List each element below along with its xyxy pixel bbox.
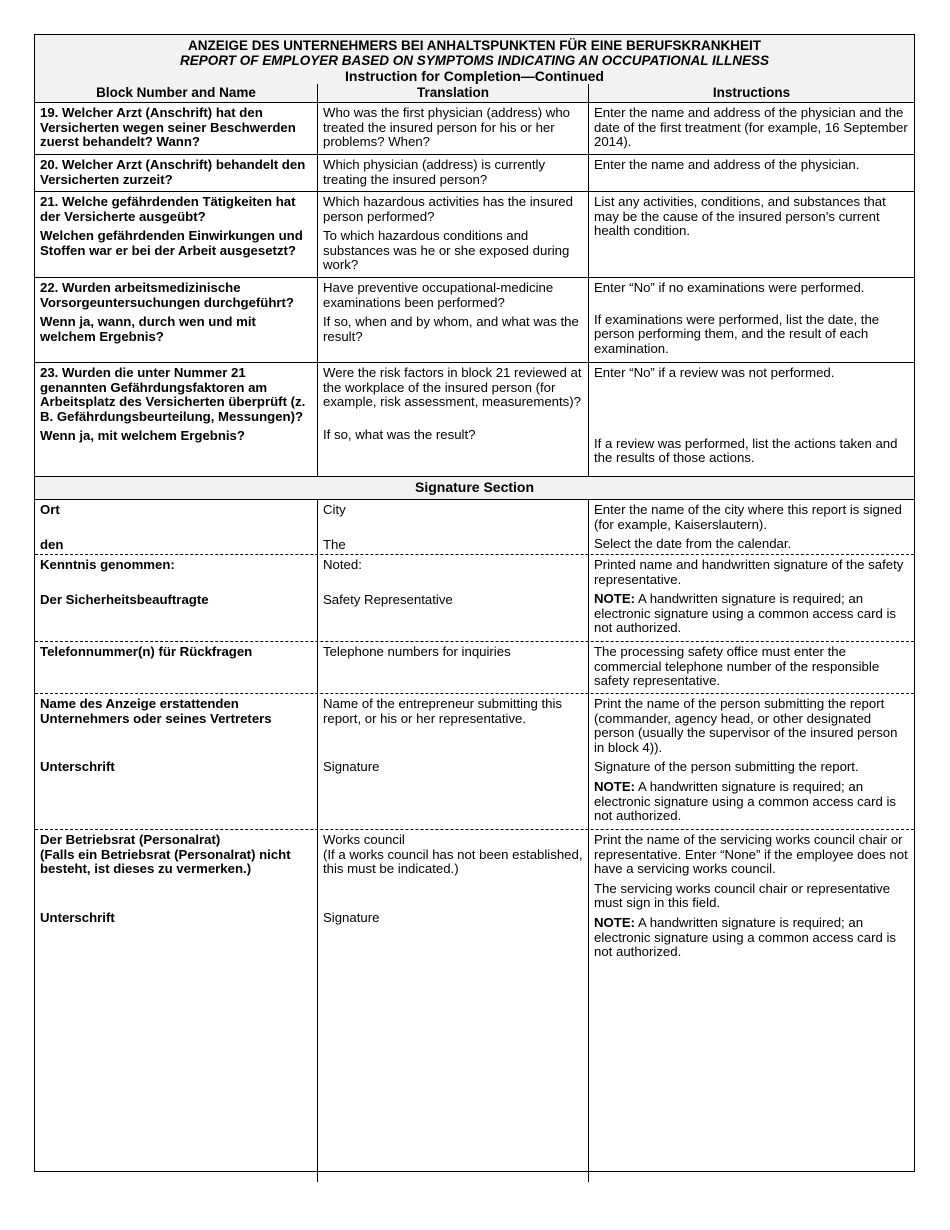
translation-text: Have preventive occupational-medicine examinations been performed? [323, 280, 554, 310]
translation-cell [317, 278, 588, 362]
table-row-block-20 [35, 155, 914, 192]
translation-text: Telephone numbers for inquiries [323, 644, 511, 659]
block-name-cell [35, 192, 317, 277]
instructions-text: Select the date from the calendar. [594, 536, 792, 552]
translation-text: Were the risk factors in block 21 reviewed at the workplace of the insured person (for example, risk assessment, measurements)? [323, 365, 582, 410]
signature-section-title: Signature Section [35, 477, 914, 500]
instructions-text: The processing safety office must enter the commercial telephone number of the responsible safety representative. [594, 644, 880, 689]
instructions-text: Enter the name and address of the physician and the date of the first treatment (for example, 16 September 2014). [594, 105, 908, 150]
instructions-text: Enter the name and address of the physician. [594, 157, 860, 172]
instructions-cell [588, 103, 914, 154]
table-row-block-22 [35, 278, 914, 363]
note-text [594, 592, 909, 636]
form-header [35, 35, 914, 103]
block-name: Kenntnis genommen: [40, 557, 175, 572]
translation-text: Works council [323, 832, 405, 847]
instructions-text: Signature of the person submitting the report. [594, 759, 859, 775]
title-german: ANZEIGE DES UNTERNEHMERS BEI ANHALTSPUNKTEN FÜR EINE BERUFSKRANKHEIT [187, 38, 762, 53]
signature-row-telephone [35, 642, 914, 694]
instructions-cell [588, 278, 914, 362]
instructions-cell [588, 830, 914, 1182]
block-name: 19. Welcher Arzt (Anschrift) hat den Versicherten wegen seiner Beschwerden zuerst behandelt? Wann? [40, 105, 296, 150]
instructions-text: Printed name and handwritten signature of the safety representative. [594, 557, 904, 587]
instructions-text: Enter “No” if a review was not performed. [594, 365, 835, 380]
translation-text: If so, what was the result? [323, 426, 476, 442]
block-name-cell [35, 103, 317, 154]
instructions-text: Enter “No” if no examinations were performed. [594, 280, 865, 295]
translation-text: Signature [323, 909, 380, 925]
instructions-text: Print the name of the person submitting the report (commander, agency head, or other designated person (usually the supervisor of the insured person in block 4)). [594, 696, 898, 755]
table-row-block-19 [35, 103, 914, 155]
block-name-cell [35, 363, 317, 476]
block-name: 22. Wurden arbeitsmedizinische Vorsorgeuntersuchungen durchgeführt? [40, 280, 294, 310]
block-name-cell [35, 642, 317, 693]
translation-text: The [323, 536, 346, 552]
block-name: den [40, 536, 64, 552]
note-text [594, 780, 909, 824]
signature-row-works-council [35, 830, 914, 1182]
note-text [594, 916, 909, 960]
table-row-block-21 [35, 192, 914, 278]
block-name: Unterschrift [40, 759, 115, 775]
translation-text: Safety Representative [323, 591, 453, 607]
block-name-cell [35, 500, 317, 554]
translation-cell [317, 363, 588, 476]
note-label: NOTE: [594, 591, 636, 607]
block-name: Name des Anzeige erstattenden Unternehmers oder seines Vertreters [40, 696, 272, 726]
block-name-cell [35, 830, 317, 1182]
column-header-instructions: Instructions [588, 84, 914, 102]
translation-text: City [323, 502, 346, 517]
block-name-cell [35, 278, 317, 362]
signature-row-city-date [35, 500, 914, 555]
instructions-cell [588, 642, 914, 693]
block-name: 23. Wurden die unter Nummer 21 genannten Gefährdungsfaktoren am Arbeitsplatz des Versicherten überprüft (z. B. Gefährdungsbeurteilung, Messungen)? [40, 365, 306, 424]
translation-cell [317, 555, 588, 641]
translation-cell [317, 103, 588, 154]
translation-cell [317, 694, 588, 829]
translation-text: Name of the entrepreneur submitting this report, or his or her representative. [323, 696, 562, 726]
instructions-text: If examinations were performed, list the date, the person performing them, and the result of each examination. [594, 311, 880, 356]
translation-text: If so, when and by whom, and what was the result? [323, 314, 579, 344]
block-name: Unterschrift [40, 909, 115, 925]
note-label: NOTE: [594, 914, 636, 930]
block-name-cell [35, 155, 317, 191]
translation-text: Who was the first physician (address) who treated the insured person for his or her problems? When? [323, 105, 570, 150]
instructions-text: Enter the name of the city where this report is signed (for example, Kaiserslautern). [594, 502, 902, 532]
note-body: A handwritten signature is required; an electronic signature using a common access card is not authorized. [594, 914, 896, 960]
block-name: Wenn ja, wann, durch wen und mit welchem Ergebnis? [40, 314, 256, 344]
instructions-text: The servicing works council chair or representative must sign in this field. [594, 880, 891, 911]
block-name: Ort [40, 502, 60, 517]
instructions-cell [588, 694, 914, 829]
translation-text: To which hazardous conditions and substances was he or she exposed during work? [323, 228, 570, 273]
note-label: NOTE: [594, 778, 636, 794]
instructions-text: List any activities, conditions, and substances that may be the cause of the insured person’s current health condition. [594, 194, 886, 239]
block-name: 20. Welcher Arzt (Anschrift) behandelt den Versicherten zurzeit? [40, 157, 306, 187]
instructions-cell [588, 155, 914, 191]
note-body: A handwritten signature is required; an electronic signature using a common access card is not authorized. [594, 591, 896, 636]
instructions-cell [588, 500, 914, 554]
column-header-block: Block Number and Name [96, 85, 256, 100]
translation-cell [317, 642, 588, 693]
signature-row-safety-representative [35, 555, 914, 642]
translation-cell [317, 155, 588, 191]
block-name: Wenn ja, mit welchem Ergebnis? [40, 428, 245, 444]
block-name-cell [35, 555, 317, 641]
block-name: Telefonnummer(n) für Rückfragen [40, 644, 253, 659]
instructions-cell [588, 363, 914, 476]
block-name-cell [35, 694, 317, 829]
translation-cell [317, 500, 588, 554]
subtitle: Instruction for Completion—Continued [345, 68, 604, 84]
title-english: REPORT OF EMPLOYER BASED ON SYMPTOMS INDICATING AN OCCUPATIONAL ILLNESS [179, 53, 770, 68]
signature-row-entrepreneur [35, 694, 914, 830]
column-headers [35, 84, 914, 102]
translation-text: (If a works council has not been established, this must be indicated.) [323, 846, 583, 877]
table-row-block-23 [35, 363, 914, 477]
instructions-cell [588, 555, 914, 641]
translation-text: Which physician (address) is currently treating the insured person? [323, 157, 546, 187]
translation-cell [317, 192, 588, 277]
column-header-translation: Translation [317, 84, 588, 102]
block-name: Welchen gefährdenden Einwirkungen und Stoffen war er bei der Arbeit ausgesetzt? [40, 228, 303, 258]
block-name: (Falls ein Betriebsrat (Personalrat) nicht besteht, ist dieses zu vermerken.) [40, 846, 291, 877]
block-name: 21. Welche gefährdenden Tätigkeiten hat der Versicherte ausgeübt? [40, 194, 296, 224]
instructions-text: If a review was performed, list the actions taken and the results of those actions. [594, 435, 898, 466]
block-name: Der Sicherheitsbeauftragte [40, 591, 209, 607]
instructions-text: Print the name of the servicing works council chair or representative. Enter “None” if the employee does not have a servicing works council. [594, 832, 908, 877]
instructions-cell [588, 192, 914, 277]
translation-cell [317, 830, 588, 1182]
translation-text: Noted: [323, 557, 362, 572]
block-name: Der Betriebsrat (Personalrat) [40, 832, 221, 847]
note-body: A handwritten signature is required; an electronic signature using a common access card is not authorized. [594, 778, 896, 824]
translation-text: Which hazardous activities has the insured person performed? [323, 194, 573, 224]
translation-text: Signature [323, 759, 380, 775]
form-page [34, 34, 915, 1172]
